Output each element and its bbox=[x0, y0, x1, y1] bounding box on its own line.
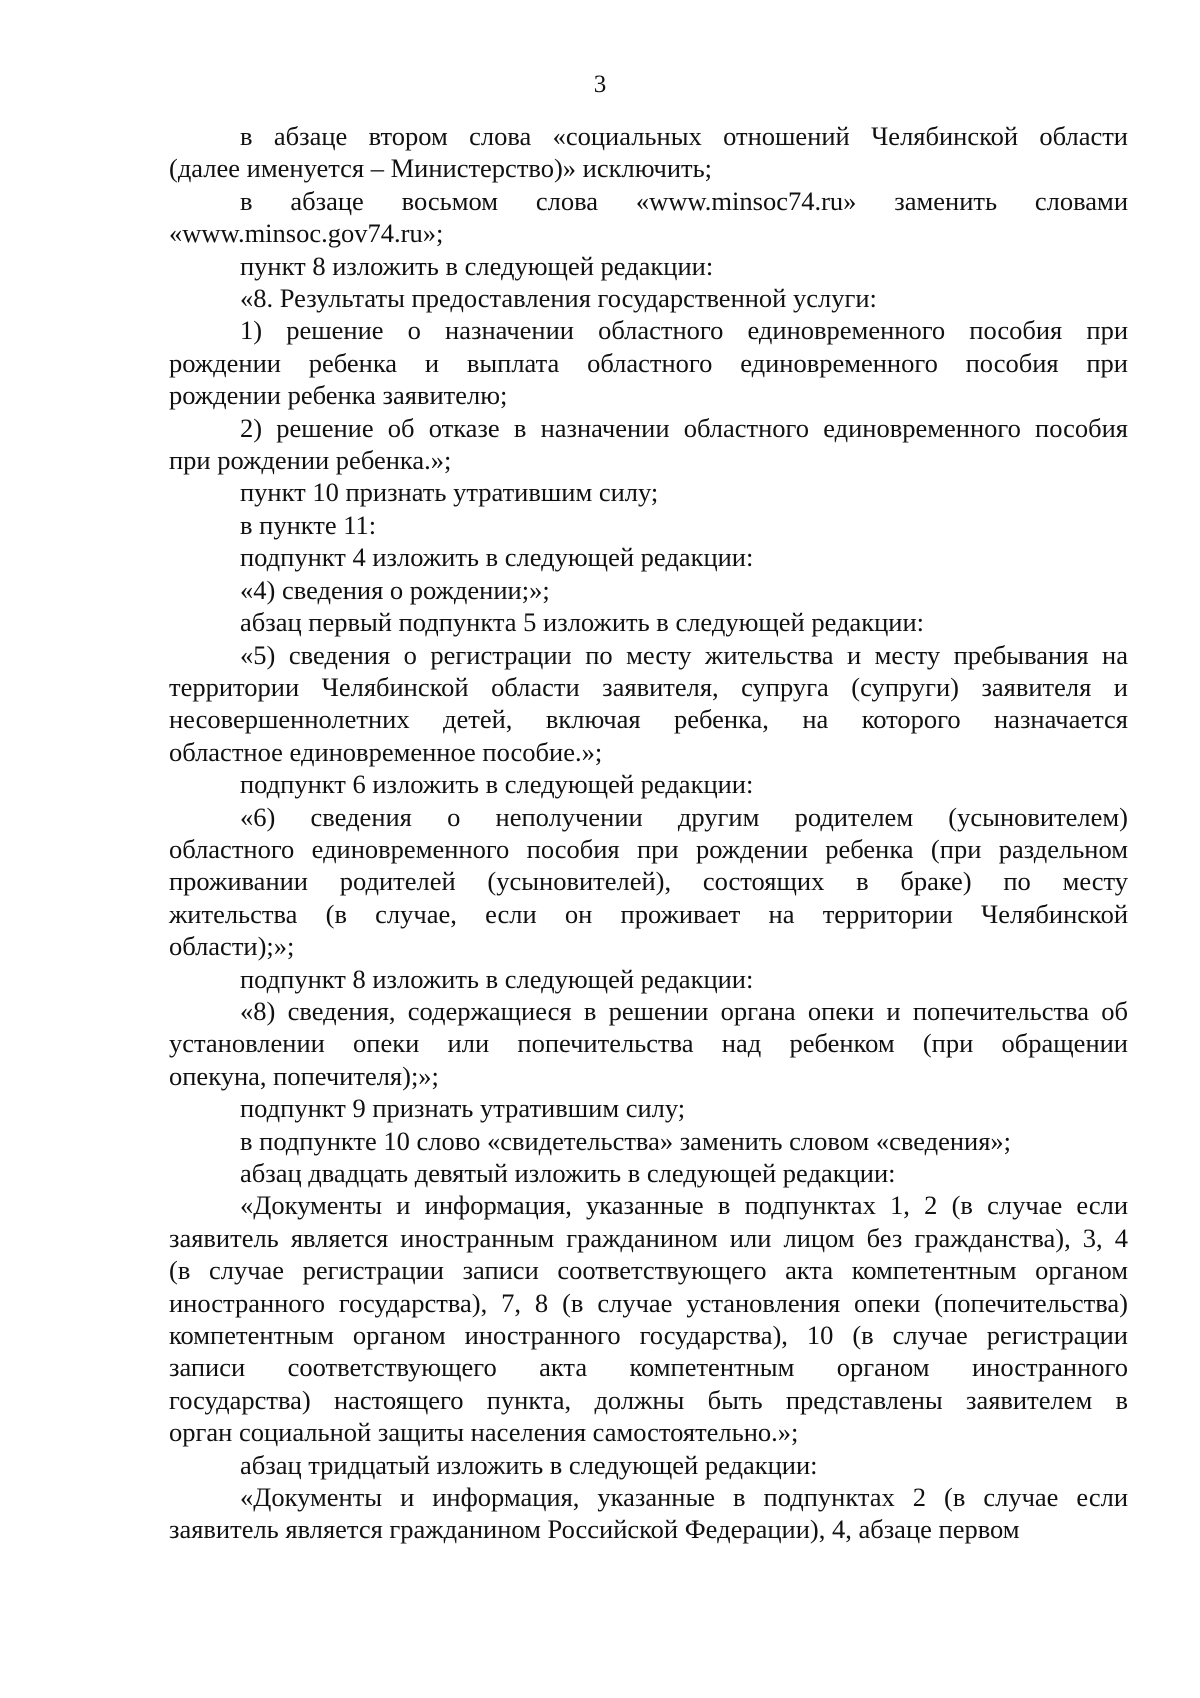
text-line: областное единовременное пособие.»; bbox=[169, 736, 603, 767]
paragraph bbox=[169, 768, 1128, 800]
paragraph bbox=[169, 1125, 1128, 1157]
paragraph bbox=[169, 509, 1128, 541]
text-line: 1) решение о назначении областного единовременного пособия при bbox=[240, 315, 1128, 346]
text-line: в подпункте 10 слово «свидетельства» заменить словом «сведения»; bbox=[240, 1125, 1012, 1156]
text-line: «8. Результаты предоставления государственной услуги: bbox=[240, 283, 877, 314]
text-line: заявитель является иностранным гражданином или лицом без гражданства), 3, 4 bbox=[169, 1222, 1128, 1253]
text-line: записи соответствующего акта компетентным органом иностранного bbox=[169, 1352, 1128, 1383]
paragraph bbox=[169, 963, 1128, 995]
paragraph bbox=[169, 314, 1128, 411]
text-line: (далее именуется – Министерство)» исключить; bbox=[169, 153, 713, 184]
text-line: абзац двадцать девятый изложить в следующей редакции: bbox=[240, 1158, 896, 1188]
text-line: «www.minsoc.gov74.ru»; bbox=[169, 218, 444, 249]
text-line: области);»; bbox=[169, 931, 295, 962]
text-line: в абзаце восьмом слова «www.minsoc74.ru» заменить словами bbox=[240, 185, 1128, 216]
text-line: абзац первый подпункта 5 изложить в следующей редакции: bbox=[240, 607, 925, 638]
text-line: в пункте 11: bbox=[240, 509, 377, 540]
text-line: государства) настоящего пункта, должны быть представлены заявителем в bbox=[169, 1384, 1128, 1415]
paragraph bbox=[169, 606, 1128, 638]
page-number: 3 bbox=[593, 71, 607, 98]
text-line: проживании родителей (усыновителей), состоящих в браке) по месту bbox=[169, 866, 1128, 897]
paragraph bbox=[169, 185, 1128, 250]
text-line: опекуна, попечителя);»; bbox=[169, 1060, 439, 1091]
text-line: пункт 10 признать утратившим силу; bbox=[240, 477, 659, 508]
text-line: «8) сведения, содержащиеся в решении органа опеки и попечительства об bbox=[240, 995, 1128, 1026]
text-line: при рождении ребенка.»; bbox=[169, 445, 452, 476]
paragraph bbox=[169, 1157, 1128, 1189]
text-line: подпункт 8 изложить в следующей редакции: bbox=[240, 963, 754, 994]
text-line: «6) сведения о неполучении другим родителем (усыновителем) bbox=[240, 801, 1128, 832]
paragraph bbox=[169, 1092, 1128, 1124]
text-line: подпункт 9 признать утратившим силу; bbox=[240, 1093, 686, 1124]
paragraph bbox=[169, 120, 1128, 185]
paragraph bbox=[169, 412, 1128, 477]
text-line: заявитель является гражданином Российской Федерации), 4, абзаце первом bbox=[169, 1514, 1020, 1545]
text-line: «4) сведения о рождении;»; bbox=[240, 574, 550, 605]
text-line: «5) сведения о регистрации по месту жительства и месту пребывания на bbox=[240, 639, 1128, 670]
paragraph bbox=[169, 1189, 1128, 1448]
paragraph bbox=[169, 574, 1128, 606]
paragraph bbox=[169, 250, 1128, 282]
text-line: жительства (в случае, если он проживает на территории Челябинской bbox=[169, 898, 1128, 929]
text-line: несовершеннолетних детей, включая ребенка, на которого назначается bbox=[169, 704, 1128, 735]
paragraph bbox=[169, 1481, 1128, 1546]
text-line: (в случае регистрации записи соответствующего акта компетентным органом bbox=[169, 1255, 1128, 1286]
paragraph bbox=[169, 476, 1128, 508]
text-line: «Документы и информация, указанные в подпунктах 2 (в случае если bbox=[240, 1482, 1128, 1513]
text-line: орган социальной защиты населения самостоятельно.»; bbox=[169, 1417, 799, 1448]
text-line: рождении ребенка и выплата областного единовременного пособия при bbox=[169, 347, 1128, 378]
text-line: установлении опеки или попечительства над ребенком (при обращении bbox=[169, 1028, 1128, 1059]
text-line: подпункт 6 изложить в следующей редакции: bbox=[240, 769, 754, 800]
text-line: компетентным органом иностранного государства), 10 (в случае регистрации bbox=[169, 1320, 1128, 1351]
paragraph bbox=[169, 282, 1128, 314]
text-line: «Документы и информация, указанные в подпунктах 1, 2 (в случае если bbox=[240, 1190, 1128, 1221]
paragraph bbox=[169, 801, 1128, 963]
text-line: рождении ребенка заявителю; bbox=[169, 380, 508, 411]
text-line: областного единовременного пособия при рождении ребенка (при раздельном bbox=[169, 833, 1128, 864]
document-body bbox=[169, 120, 1128, 1546]
text-line: подпункт 4 изложить в следующей редакции: bbox=[240, 542, 754, 573]
text-line: 2) решение об отказе в назначении областного единовременного пособия bbox=[240, 412, 1128, 443]
text-line: территории Челябинской области заявителя, супруга (супруги) заявителя и bbox=[169, 671, 1128, 702]
text-line: пункт 8 изложить в следующей редакции: bbox=[240, 250, 714, 281]
text-line: иностранного государства), 7, 8 (в случае установления опеки (попечительства) bbox=[169, 1287, 1128, 1318]
paragraph bbox=[169, 1449, 1128, 1481]
text-line: в абзаце втором слова «социальных отношений Челябинской области bbox=[240, 121, 1128, 151]
paragraph bbox=[169, 995, 1128, 1092]
text-line: абзац тридцатый изложить в следующей редакции: bbox=[240, 1449, 818, 1480]
paragraph bbox=[169, 639, 1128, 769]
paragraph bbox=[169, 541, 1128, 573]
